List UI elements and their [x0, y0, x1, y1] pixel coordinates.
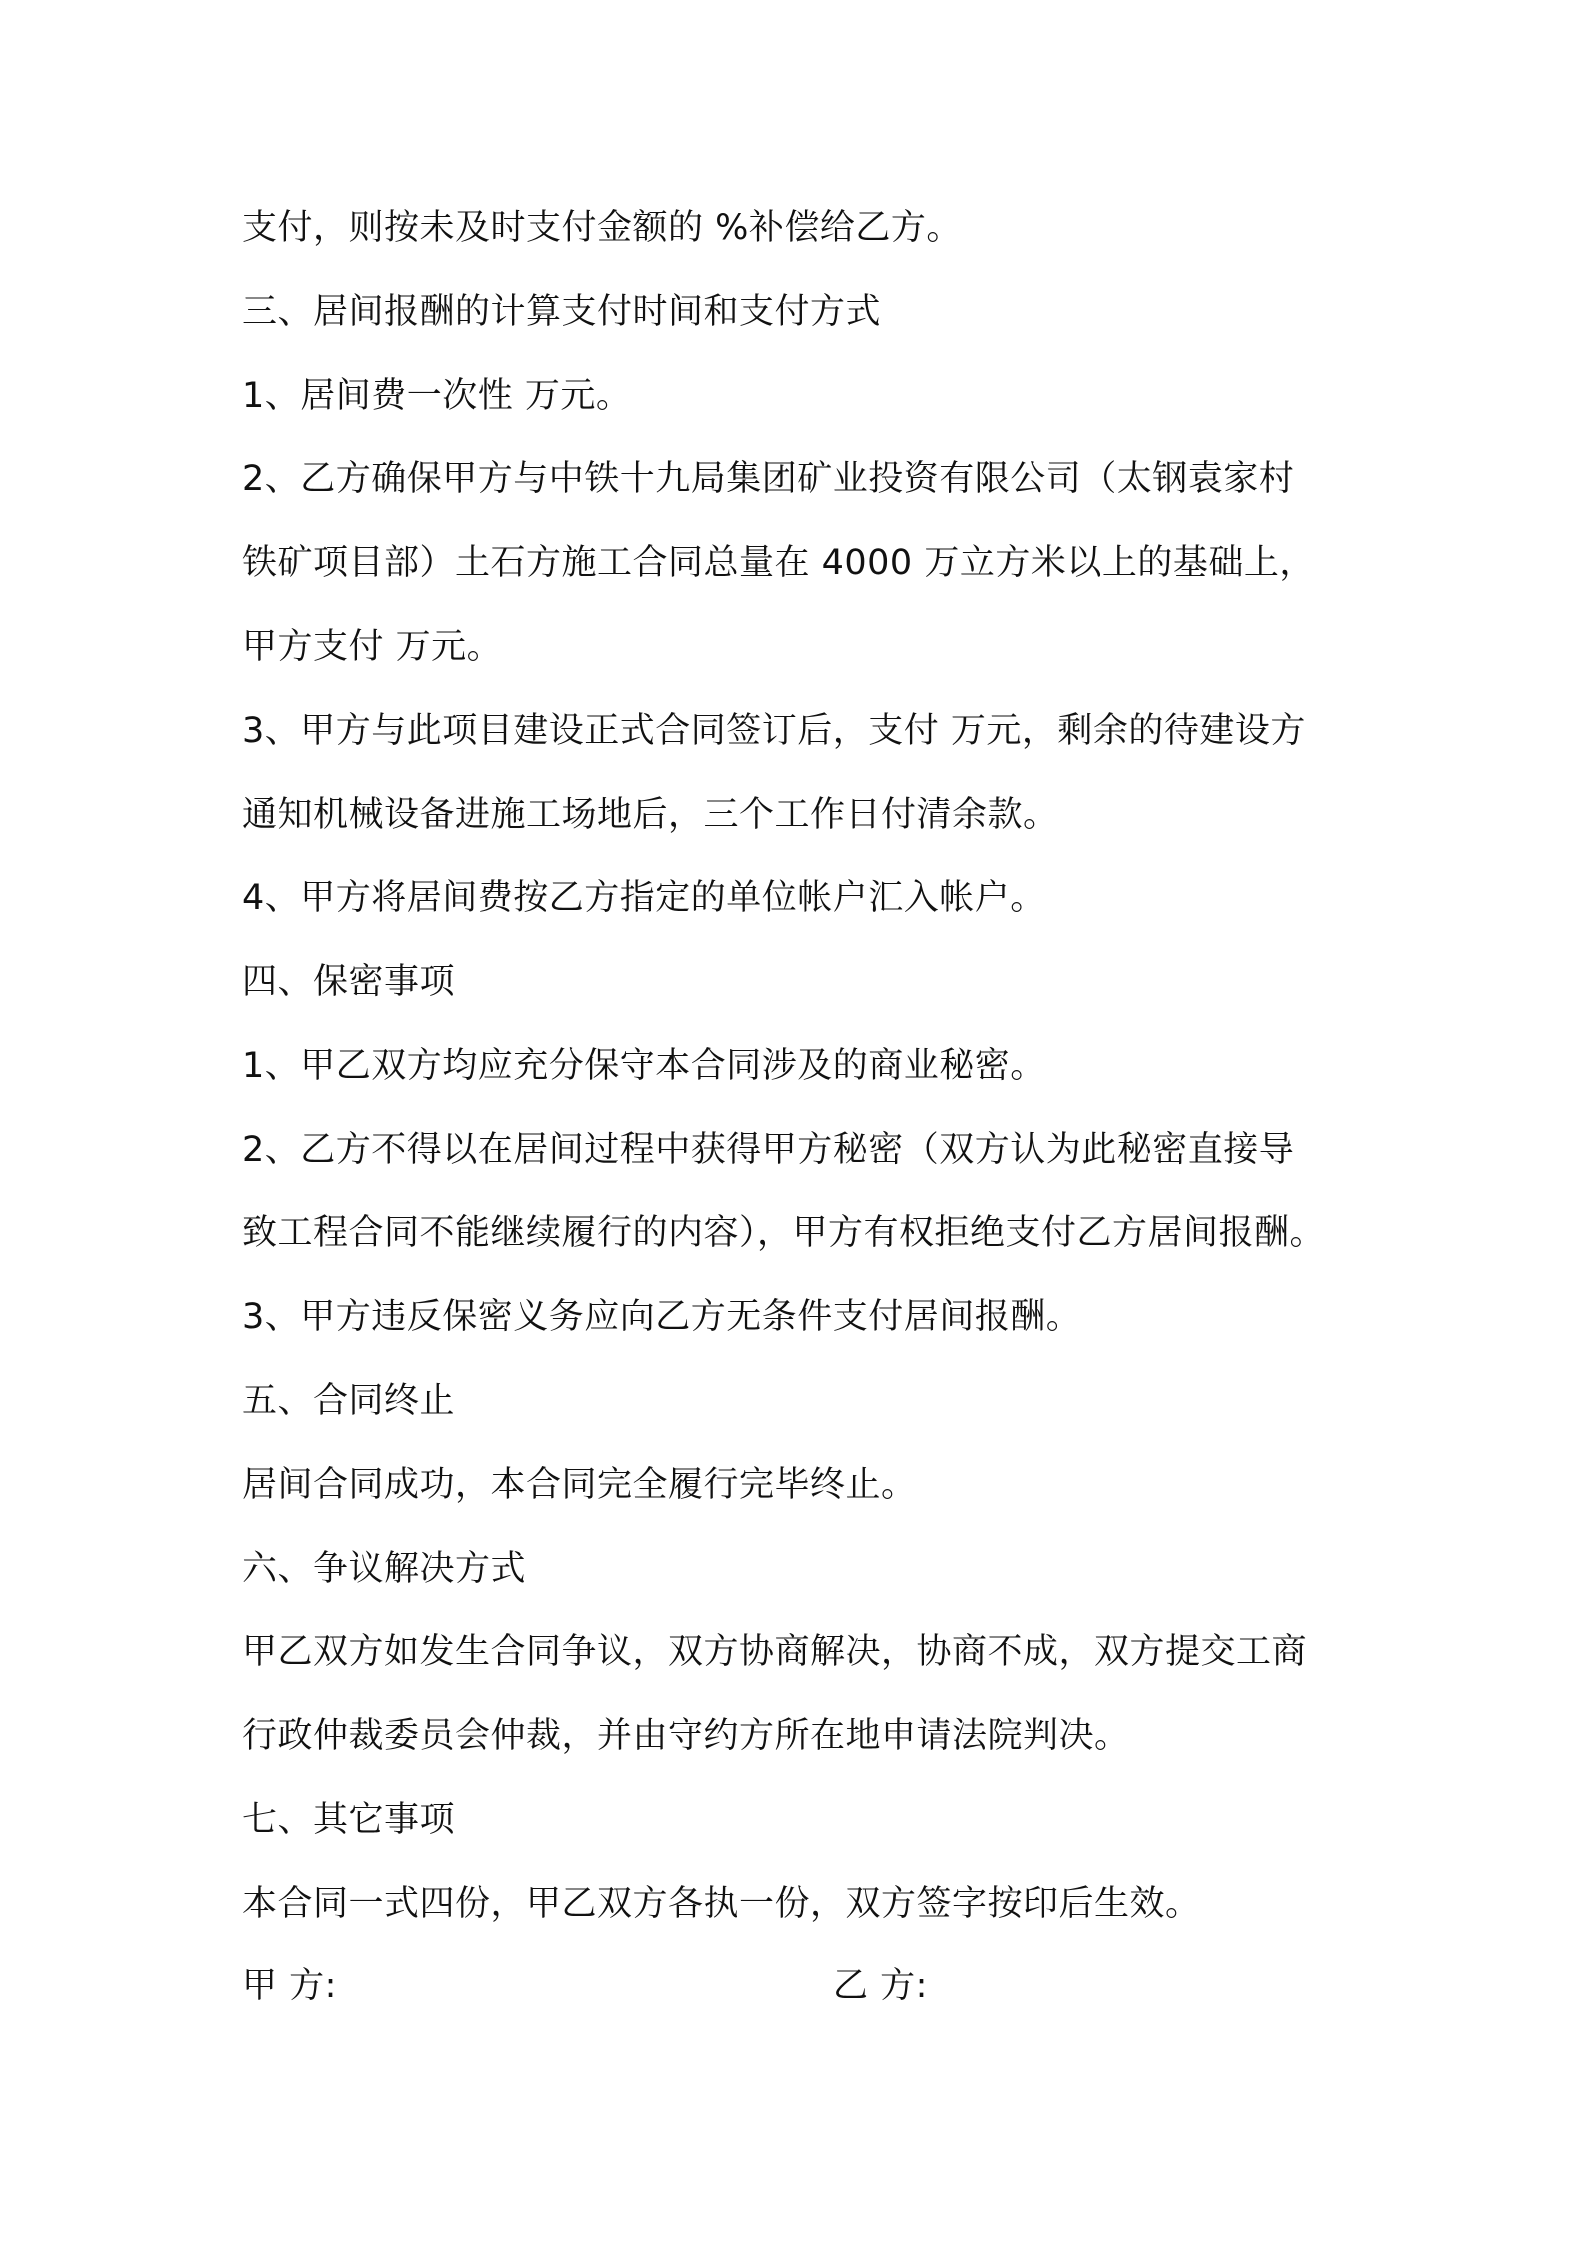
text-line: 居间合同成功，本合同完全履行完毕终止。 [242, 1465, 917, 1505]
text-line: 铁矿项目部）土石方施工合同总量在 4000 万立方米以上的基础上， [242, 543, 1315, 583]
party-a-signature-label: 甲 方: [242, 1966, 337, 2006]
text-line: 2、乙方不得以在居间过程中获得甲方秘密（双方认为此秘密直接导 [242, 1130, 1295, 1170]
text-line: 4、甲方将居间费按乙方指定的单位帐户汇入帐户。 [242, 878, 1046, 918]
section-heading: 五、合同终止 [242, 1381, 456, 1421]
text-line: 通知机械设备进施工场地后，三个工作日付清余款。 [242, 795, 1059, 835]
text-line: 甲方支付 万元。 [242, 627, 503, 667]
text-line: 2、乙方确保甲方与中铁十九局集团矿业投资有限公司（太钢袁家村 [242, 459, 1295, 499]
text-line: 3、甲方违反保密义务应向乙方无条件支付居间报酬。 [242, 1297, 1082, 1337]
text-line: 致工程合同不能继续履行的内容），甲方有权拒绝支付乙方居间报酬。 [242, 1213, 1326, 1253]
text-line: 行政仲裁委员会仲裁，并由守约方所在地申请法院判决。 [242, 1716, 1130, 1756]
text-line: 本合同一式四份，甲乙双方各执一份，双方签字按印后生效。 [242, 1884, 1201, 1924]
text-line: 1、甲乙双方均应充分保守本合同涉及的商业秘密。 [242, 1046, 1046, 1086]
text-line: 1、居间费一次性 万元。 [242, 376, 632, 416]
section-heading: 六、争议解决方式 [242, 1549, 527, 1589]
party-b-signature-label: 乙 方: [833, 1966, 928, 2006]
section-heading: 三、居间报酬的计算支付时间和支付方式 [242, 292, 882, 332]
text-line: 甲乙双方如发生合同争议，双方协商解决，协商不成，双方提交工商 [242, 1632, 1308, 1672]
section-heading: 四、保密事项 [242, 962, 456, 1002]
text-line: 支付，则按未及时支付金额的 %补偿给乙方。 [242, 208, 962, 248]
text-line: 3、甲方与此项目建设正式合同签订后，支付 万元，剩余的待建设方 [242, 711, 1306, 751]
section-heading: 七、其它事项 [242, 1800, 456, 1840]
